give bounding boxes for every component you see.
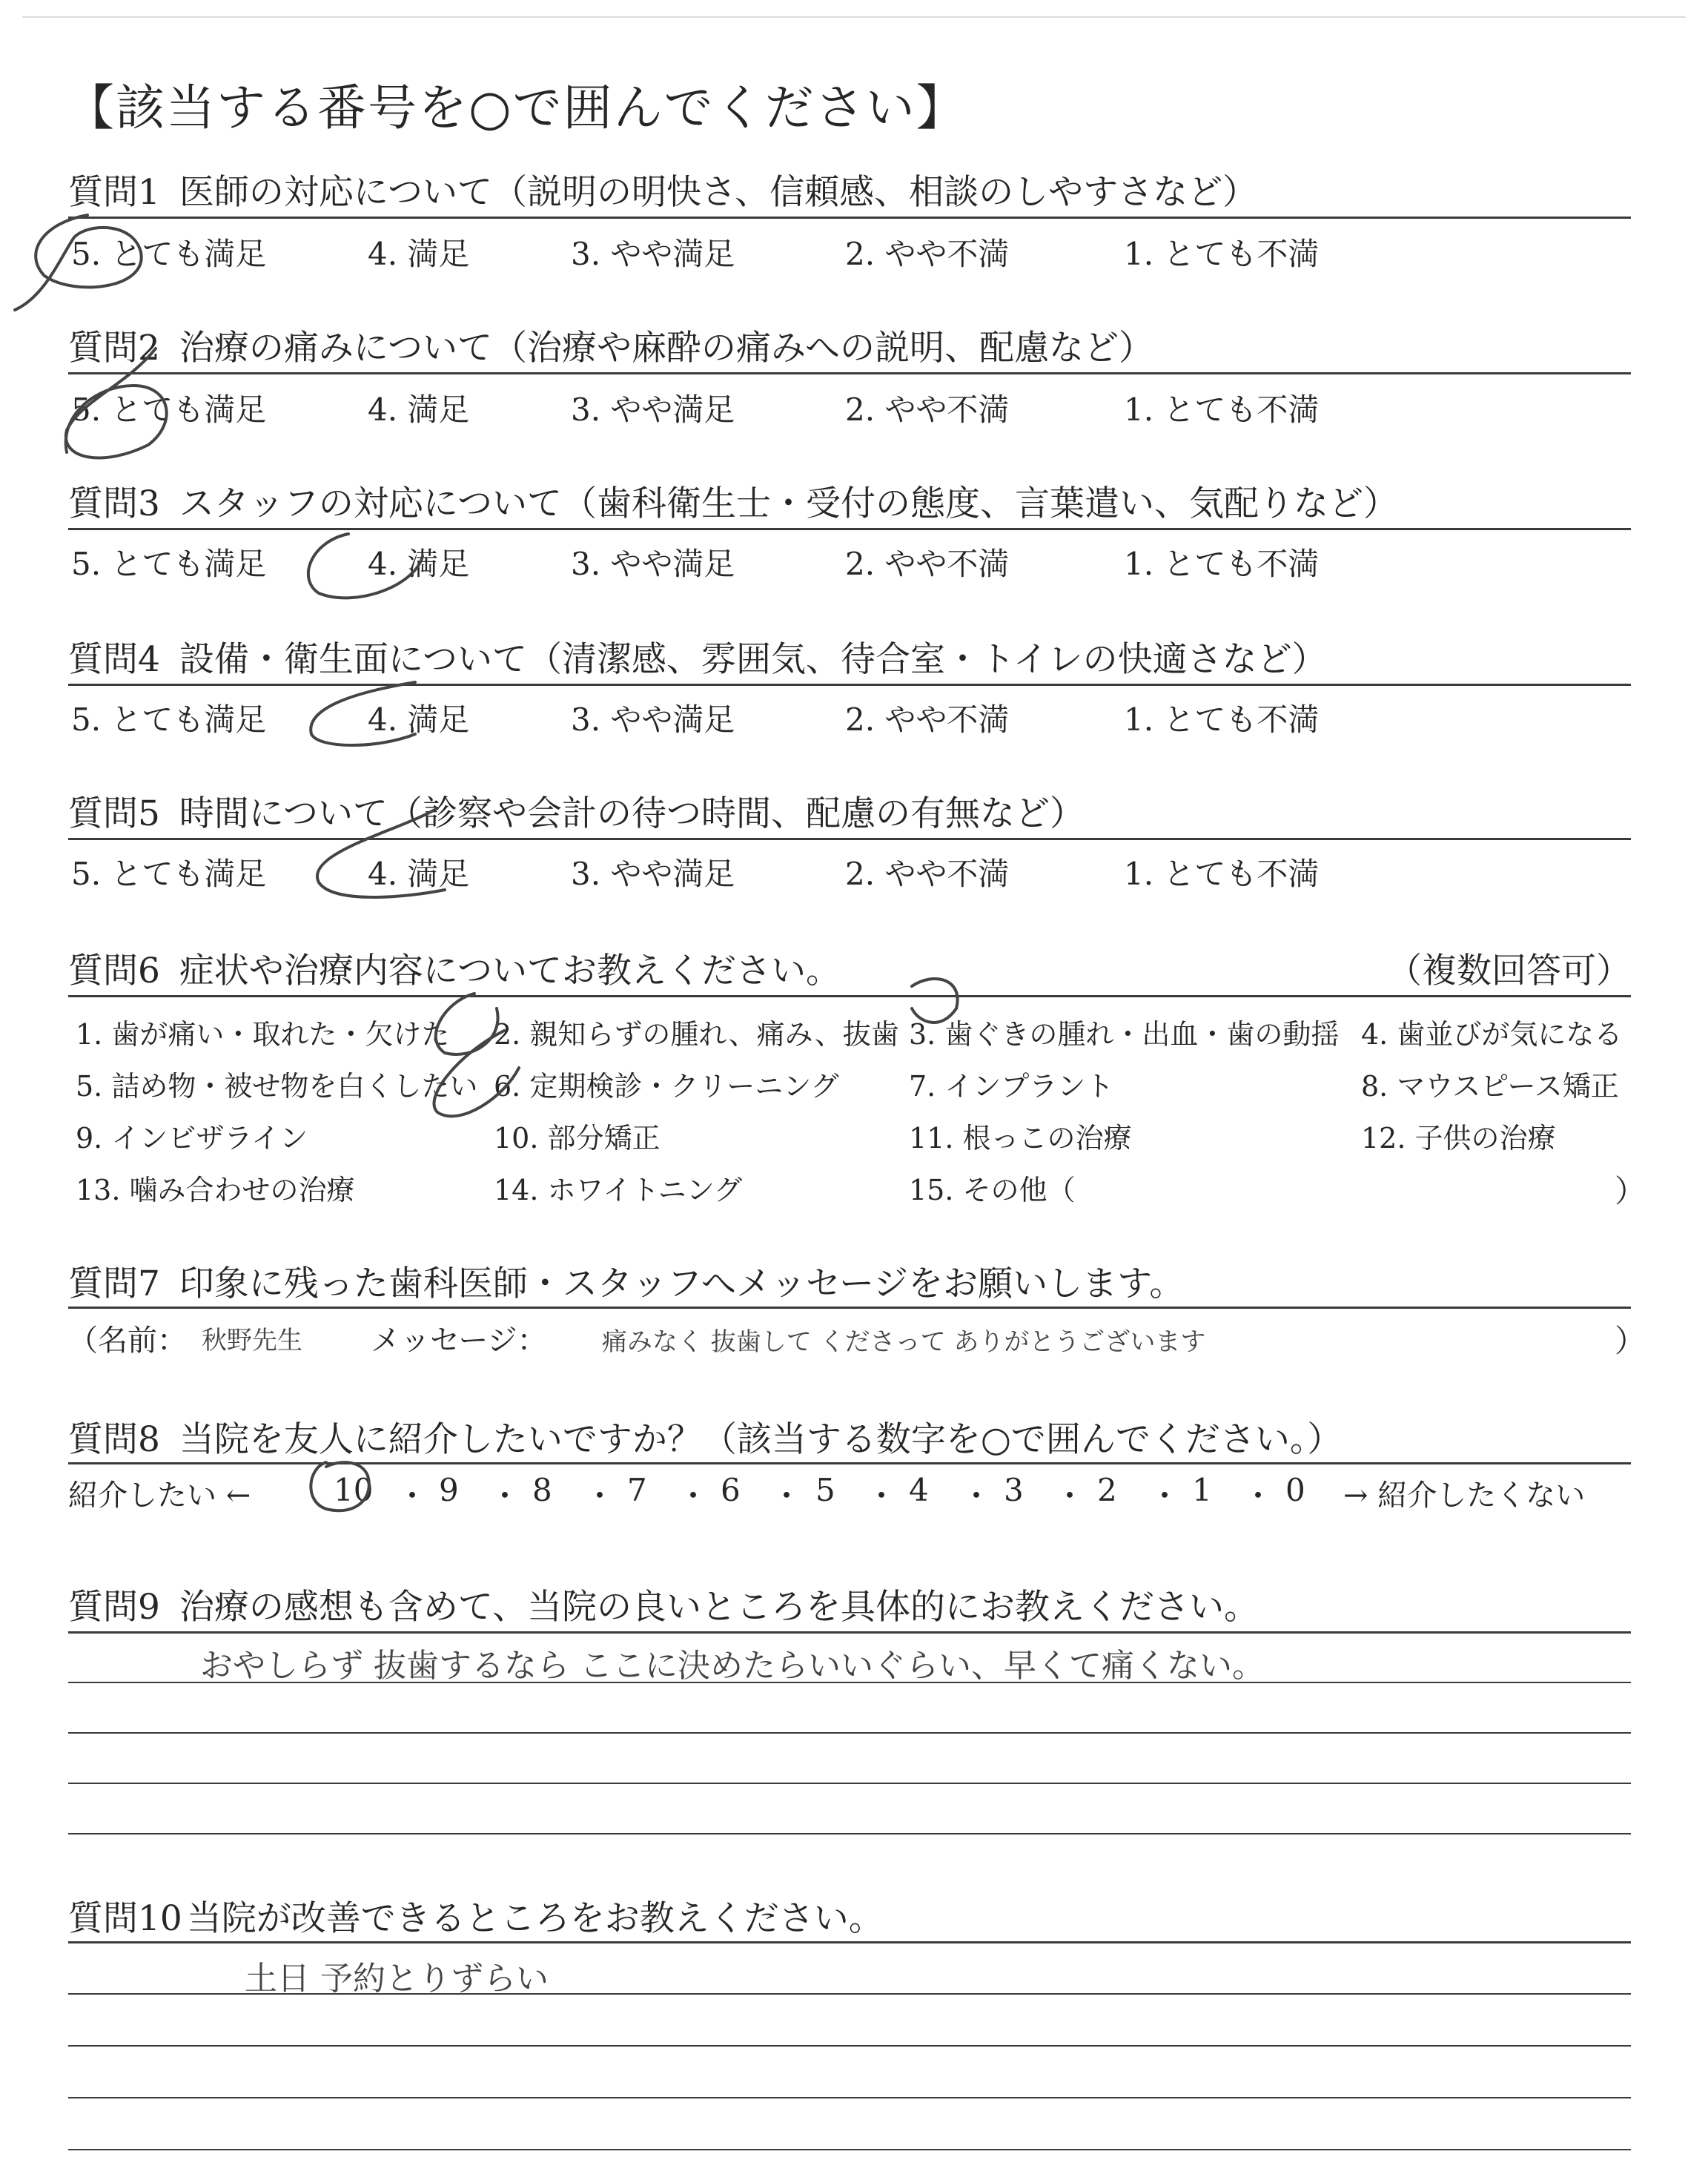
q6-option-4[interactable]: 4. 歯並びが気になる (1361, 1018, 1623, 1051)
question-4-rule (68, 684, 1631, 686)
question-10-title (68, 1891, 884, 1941)
q3-option-1[interactable]: 1. とても不満 (1124, 546, 1320, 582)
q8-scale-9[interactable]: 9 (439, 1472, 459, 1508)
q10-answer-line-2 (68, 2045, 1631, 2047)
question-6-text: 症状や治療内容についてお教えください。 (179, 951, 841, 991)
q9-answer[interactable]: おやしらず 抜歯するなら ここに決めたらいいぐらい、早くて痛くない。 (200, 1647, 1265, 1685)
question-9-rule (68, 1631, 1631, 1634)
q7-close: ） (1615, 1323, 1646, 1359)
q8-scale-4[interactable]: 4 (909, 1472, 929, 1508)
question-6-title (68, 943, 841, 993)
question-10-rule (68, 1941, 1631, 1943)
question-4-number: 質問4 (68, 639, 160, 680)
question-10-text: 当院が改善できるところをお教えください。 (186, 1898, 884, 1939)
q4-option-3[interactable]: 3. やや満足 (571, 701, 735, 738)
question-5-number: 質問5 (68, 793, 160, 834)
q4-option-2[interactable]: 2. やや不満 (845, 701, 1010, 738)
q8-left-label: 紹介したい ← (68, 1479, 251, 1513)
q3-option-3[interactable]: 3. やや満足 (571, 546, 735, 582)
q4-option-5[interactable]: 5. とても満足 (71, 701, 267, 738)
q6-option-15[interactable]: 15. その他（ (909, 1174, 1076, 1206)
q9-answer-line-4 (68, 1833, 1631, 1834)
q1-option-5[interactable]: 5. とても満足 (71, 236, 267, 272)
question-10-number: 質問10 (68, 1898, 182, 1939)
q8-scale-8[interactable]: 8 (532, 1472, 552, 1508)
q9-answer-line-1 (68, 1682, 1631, 1683)
question-8-title (68, 1412, 1342, 1462)
q3-option-5[interactable]: 5. とても満足 (71, 546, 267, 582)
top-border (22, 16, 1686, 18)
question-4-title (68, 632, 1327, 681)
q8-scale-5[interactable]: 5 (815, 1472, 835, 1508)
question-7-text: 印象に残った歯科医師・スタッフへメッセージをお願いします。 (179, 1264, 1185, 1304)
q7-name-value[interactable]: 秋野先生 (202, 1326, 302, 1355)
q8-scale-separator: ・ (584, 1478, 616, 1514)
question-2-text: 治療の痛みについて（治療や麻酔の痛みへの説明、配慮など） (179, 328, 1154, 369)
q8-scale-separator: ・ (866, 1478, 898, 1514)
q8-scale-separator: ・ (771, 1478, 803, 1514)
q6-option-5[interactable]: 5. 詰め物・被せ物を白くしたい (76, 1070, 478, 1103)
question-5-title (68, 786, 1085, 836)
q8-scale-separator: ・ (1149, 1478, 1181, 1514)
q1-option-1[interactable]: 1. とても不満 (1124, 236, 1320, 272)
q8-scale-separator: ・ (397, 1478, 428, 1514)
question-8-number: 質問8 (68, 1419, 160, 1460)
q7-name-label: （名前： (68, 1324, 187, 1358)
q9-answer-line-2 (68, 1732, 1631, 1734)
question-6-rule (68, 995, 1631, 997)
question-1-title (68, 165, 1257, 214)
q10-answer-line-3 (68, 2097, 1631, 2098)
q4-option-1[interactable]: 1. とても不満 (1124, 701, 1320, 738)
q8-scale-0[interactable]: 0 (1285, 1472, 1305, 1508)
q6-other-close: ） (1615, 1173, 1646, 1209)
question-1-text: 医師の対応について（説明の明快さ、信頼感、相談のしやすさなど） (179, 172, 1258, 213)
q8-right-label: → 紹介したくない (1343, 1479, 1586, 1513)
q5-option-4[interactable]: 4. 満足 (368, 856, 470, 892)
q7-message-label: メッセージ： (371, 1324, 547, 1358)
q10-answer-line-1 (68, 1993, 1631, 1995)
q6-option-12[interactable]: 12. 子供の治療 (1361, 1122, 1556, 1155)
question-3-text: スタッフの対応について（歯科衛生士・受付の態度、言葉遣い、気配りなど） (179, 483, 1398, 524)
page-title: 【該当する番号を○で囲んでください】 (65, 79, 967, 136)
question-3-number: 質問3 (68, 483, 160, 524)
q8-scale-3[interactable]: 3 (1004, 1472, 1024, 1508)
question-9-number: 質問9 (68, 1587, 160, 1628)
q8-scale-separator: ・ (1054, 1478, 1086, 1514)
q2-option-5[interactable]: 5. とても満足 (71, 392, 267, 428)
q6-option-9[interactable]: 9. インビザライン (76, 1122, 308, 1155)
question-1-number: 質問1 (68, 172, 160, 213)
q8-scale-separator: ・ (961, 1478, 993, 1514)
q6-option-1[interactable]: 1. 歯が痛い・取れた・欠けた (76, 1018, 450, 1051)
question-2-number: 質問2 (68, 328, 160, 369)
question-9-title (68, 1579, 1259, 1629)
q5-option-5[interactable]: 5. とても満足 (71, 856, 267, 892)
q6-option-7[interactable]: 7. インプラント (909, 1070, 1114, 1103)
q8-scale-separator: ・ (1242, 1478, 1274, 1514)
q9-answer-line-3 (68, 1783, 1631, 1784)
question-2-rule (68, 372, 1631, 374)
q1-option-4[interactable]: 4. 満足 (368, 236, 470, 272)
q3-option-4[interactable]: 4. 満足 (368, 546, 470, 582)
question-1-rule (68, 217, 1631, 219)
question-6-note: （複数回答可） (1387, 951, 1631, 991)
q2-option-2[interactable]: 2. やや不満 (845, 392, 1010, 428)
q6-option-11[interactable]: 11. 根っこの治療 (909, 1122, 1132, 1155)
question-3-title (68, 476, 1398, 526)
q7-message-value[interactable]: 痛みなく 抜歯して くださって ありがとうございます (602, 1327, 1206, 1357)
question-8-text: 当院を友人に紹介したいですか？（該当する数字を○で囲んでください。） (179, 1419, 1343, 1460)
q8-scale-10[interactable]: 10 (334, 1472, 374, 1508)
q2-option-1[interactable]: 1. とても不満 (1124, 392, 1320, 428)
question-7-rule (68, 1307, 1631, 1309)
q8-scale-separator: ・ (489, 1478, 521, 1514)
q6-option-8[interactable]: 8. マウスピース矯正 (1361, 1070, 1619, 1103)
q8-scale-7[interactable]: 7 (627, 1472, 647, 1508)
question-5-text: 時間について（診察や会計の待つ時間、配慮の有無など） (179, 793, 1085, 834)
question-2-title (68, 320, 1153, 370)
q6-option-10[interactable]: 10. 部分矯正 (494, 1122, 661, 1155)
q8-scale-1[interactable]: 1 (1192, 1472, 1212, 1508)
q2-option-3[interactable]: 3. やや満足 (571, 392, 735, 428)
q6-option-2[interactable]: 2. 親知らずの腫れ、痛み、抜歯 (494, 1018, 899, 1051)
q6-option-6[interactable]: 6. 定期検診・クリーニング (494, 1070, 839, 1103)
question-6-number: 質問6 (68, 951, 160, 991)
question-5-rule (68, 838, 1631, 840)
q4-option-4[interactable]: 4. 満足 (368, 701, 470, 738)
q6-option-14[interactable]: 14. ホワイトニング (494, 1174, 743, 1206)
question-9-text: 治療の感想も含めて、当院の良いところを具体的にお教えください。 (179, 1587, 1259, 1628)
q1-option-2[interactable]: 2. やや不満 (845, 236, 1010, 272)
q5-option-3[interactable]: 3. やや満足 (571, 856, 735, 892)
question-8-rule (68, 1462, 1631, 1464)
q6-option-13[interactable]: 13. 噛み合わせの治療 (76, 1174, 355, 1206)
q2-option-4[interactable]: 4. 満足 (368, 392, 470, 428)
question-7-number: 質問7 (68, 1264, 160, 1304)
q8-scale-6[interactable]: 6 (721, 1472, 741, 1508)
q8-scale-separator: ・ (678, 1478, 709, 1514)
question-4-text: 設備・衛生面について（清潔感、雰囲気、待合室・トイレの快適さなど） (179, 639, 1327, 680)
question-3-rule (68, 528, 1631, 530)
q10-answer-line-4 (68, 2149, 1631, 2150)
q1-option-3[interactable]: 3. やや満足 (571, 236, 735, 272)
q5-option-1[interactable]: 1. とても不満 (1124, 856, 1320, 892)
q10-answer[interactable]: 土日 予約とりずらい (245, 1960, 549, 1998)
q3-option-2[interactable]: 2. やや不満 (845, 546, 1010, 582)
q8-scale-2[interactable]: 2 (1097, 1472, 1117, 1508)
q5-option-2[interactable]: 2. やや不満 (845, 856, 1010, 892)
question-7-title (68, 1256, 1184, 1306)
q6-option-3[interactable]: 3. 歯ぐきの腫れ・出血・歯の動揺 (909, 1018, 1340, 1051)
